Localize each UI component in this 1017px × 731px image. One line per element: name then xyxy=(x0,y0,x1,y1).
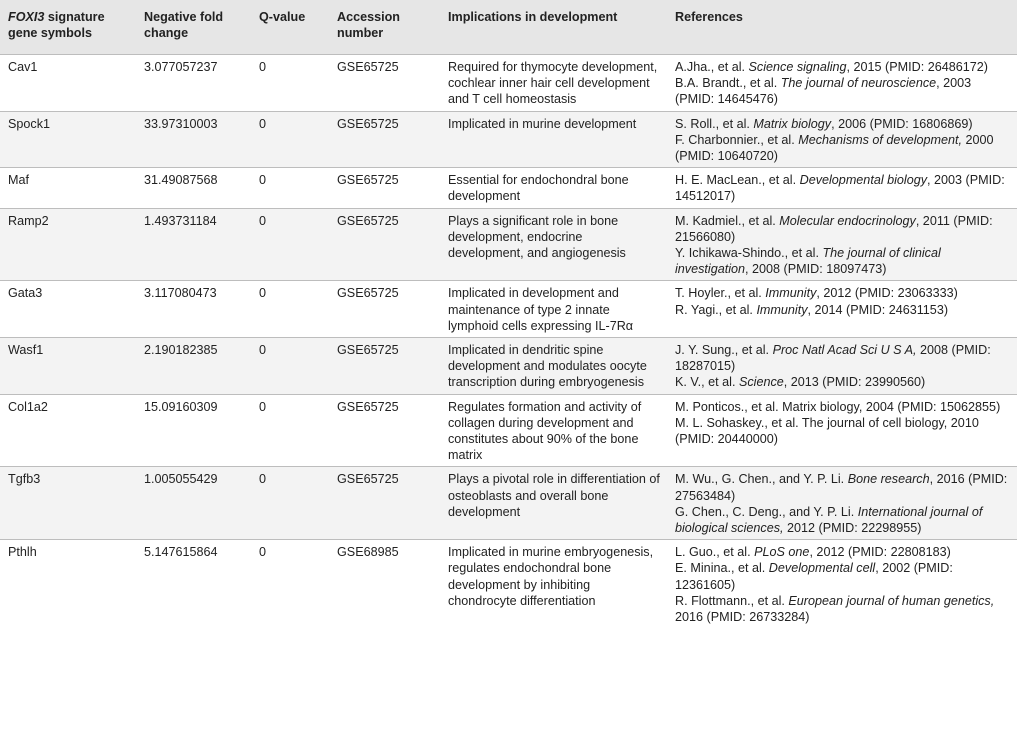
reference-journal: Proc Natl Acad Sci U S A, xyxy=(772,343,917,358)
reference-entry xyxy=(675,415,1011,447)
accession-cell: GSE65725 xyxy=(337,399,399,414)
reference-journal: Mechanisms of development, xyxy=(798,132,963,147)
table-row xyxy=(0,281,1017,338)
table-row xyxy=(0,394,1017,467)
q-value-cell: 0 xyxy=(259,116,267,131)
header-gene-rest: signature gene symbols xyxy=(8,10,105,41)
reference-authors: Y. Ichikawa-Shindo., et al. xyxy=(675,246,823,261)
header-accession: Accession number xyxy=(337,10,400,41)
table-row xyxy=(0,111,1017,168)
reference-entry xyxy=(675,132,1011,164)
reference-year-pmid: 2000 (PMID: 10640720) xyxy=(675,132,994,164)
reference-year-pmid: , 2015 (PMID: 26486172) xyxy=(846,60,988,74)
gene-cell: Ramp2 xyxy=(8,213,49,228)
fold-change-cell: 1.493731184 xyxy=(144,213,217,228)
reference-journal: Bone research xyxy=(847,472,930,487)
reference-journal: The journal of clinical investigation xyxy=(675,246,941,277)
reference-authors: L. Guo., et al. xyxy=(675,545,755,560)
q-value-cell: 0 xyxy=(259,472,267,487)
reference-journal: Developmental biology xyxy=(799,173,928,188)
table-row xyxy=(0,55,1017,112)
accession-cell: GSE65725 xyxy=(337,213,399,228)
references-cell xyxy=(667,281,1017,338)
reference-entry xyxy=(675,172,1011,204)
implications-cell: Implicated in development and maintenance of type 2 innate lymphoid cells expressing IL-7Rα xyxy=(448,286,634,333)
reference-year-pmid: , 2014 (PMID: 24631153) xyxy=(807,302,949,317)
reference-year-pmid: , 2006 (PMID: 16806869) xyxy=(831,116,973,131)
implications-cell: Plays a pivotal role in differentiation of osteoblasts and overall bone development xyxy=(448,472,660,519)
reference-entry xyxy=(675,75,1011,107)
table-row xyxy=(0,208,1017,281)
implications-cell: Required for thymocyte development, cochlear inner hair cell development and T cell homeostasis xyxy=(448,60,658,107)
gene-cell: Wasf1 xyxy=(8,343,44,358)
reference-year-pmid: , 2003 (PMID: 14512017) xyxy=(675,173,1005,204)
implications-cell: Essential for endochondral bone development xyxy=(448,173,629,204)
gene-cell: Col1a2 xyxy=(8,399,48,414)
reference-authors: R. Yagi., et al. xyxy=(675,302,757,317)
fold-change-cell: 3.117080473 xyxy=(144,286,217,301)
reference-year-pmid: , 2002 (PMID: 12361605) xyxy=(675,561,953,592)
header-fold-change: Negative fold change xyxy=(144,10,224,41)
fold-change-cell: 1.005055429 xyxy=(144,472,218,487)
fold-change-cell: 33.97310003 xyxy=(144,116,218,131)
reference-year-pmid: 2012 (PMID: 22298955) xyxy=(783,521,922,536)
q-value-cell: 0 xyxy=(259,545,267,560)
table-row xyxy=(0,338,1017,395)
reference-entry xyxy=(675,399,1011,415)
reference-authors: J. Y. Sung., et al. xyxy=(675,343,773,358)
references-cell xyxy=(667,394,1017,467)
reference-year-pmid: , 2011 (PMID: 21566080) xyxy=(675,213,993,244)
reference-journal: European journal of human genetics, xyxy=(788,593,995,608)
q-value-cell: 0 xyxy=(259,213,267,228)
fold-change-cell: 3.077057237 xyxy=(144,60,218,74)
fold-change-cell: 31.49087568 xyxy=(144,173,218,188)
header-gene-italic: FOXI3 xyxy=(8,10,45,24)
q-value-cell: 0 xyxy=(259,60,267,74)
reference-authors: F. Charbonnier., et al. xyxy=(675,132,799,147)
gene-cell: Pthlh xyxy=(8,545,37,560)
q-value-cell: 0 xyxy=(259,173,267,188)
reference-journal: International journal of biological sciences, xyxy=(675,504,983,536)
reference-journal: Immunity xyxy=(756,302,808,317)
references-cell xyxy=(667,168,1017,208)
references-cell xyxy=(667,208,1017,281)
gene-cell: Gata3 xyxy=(8,286,43,301)
reference-entry xyxy=(675,593,1011,625)
table-row xyxy=(0,467,1017,540)
reference-year-pmid: , 2012 (PMID: 22808183) xyxy=(809,545,951,560)
implications-cell: Regulates formation and activity of collagen during development and constitutes about 90% of the bone matrix xyxy=(448,399,642,463)
reference-entry xyxy=(675,245,1011,277)
fold-change-cell: 15.09160309 xyxy=(144,399,218,414)
reference-entry xyxy=(675,285,1011,301)
implications-cell: Implicated in murine development xyxy=(448,116,637,131)
reference-entry xyxy=(675,544,1011,560)
reference-authors: A.Jha., et al. xyxy=(675,60,749,74)
reference-authors: S. Roll., et al. xyxy=(675,116,754,131)
q-value-cell: 0 xyxy=(259,399,267,414)
gene-cell: Maf xyxy=(8,173,29,188)
reference-authors: M. Kadmiel., et al. xyxy=(675,213,780,228)
reference-entry xyxy=(675,302,1011,318)
reference-journal: Science xyxy=(738,375,784,390)
table-row xyxy=(0,540,1017,629)
reference-entry xyxy=(675,560,1011,592)
accession-cell: GSE65725 xyxy=(337,116,399,131)
gene-cell: Spock1 xyxy=(8,116,51,131)
table-body xyxy=(0,55,1017,629)
reference-journal: Immunity xyxy=(765,286,817,301)
accession-cell: GSE65725 xyxy=(337,286,399,301)
references-cell xyxy=(667,111,1017,168)
reference-authors: G. Chen., C. Deng., and Y. P. Li. xyxy=(675,504,858,519)
header-gene-symbols xyxy=(0,0,136,55)
references-cell xyxy=(667,540,1017,629)
reference-journal: Science signaling xyxy=(748,60,847,74)
reference-year-pmid: , 2012 (PMID: 23063333) xyxy=(816,286,958,301)
q-value-cell: 0 xyxy=(259,343,267,358)
gene-cell: Tgfb3 xyxy=(8,472,41,487)
header-implications: Implications in development xyxy=(448,10,618,24)
reference-authors: R. Flottmann., et al. xyxy=(675,593,789,608)
q-value-cell: 0 xyxy=(259,286,267,301)
reference-journal: PLoS one xyxy=(754,545,810,560)
reference-authors: K. V., et al. xyxy=(675,375,739,390)
reference-authors: M. Wu., G. Chen., and Y. P. Li. xyxy=(675,472,848,487)
reference-year-pmid: , 2003 (PMID: 14645476) xyxy=(675,76,972,107)
references-cell xyxy=(667,467,1017,540)
fold-change-cell: 2.190182385 xyxy=(144,343,218,358)
accession-cell: GSE65725 xyxy=(337,343,399,358)
references-cell xyxy=(667,55,1017,112)
header-row xyxy=(0,0,1017,55)
implications-cell: Plays a significant role in bone development, endocrine development, and angiogenesis xyxy=(448,213,626,261)
reference-journal: Molecular endocrinology xyxy=(779,213,916,228)
implications-cell: Implicated in dendritic spine development and modulates oocyte transcription during embryogenesis xyxy=(448,343,647,390)
fold-change-cell: 5.147615864 xyxy=(144,545,218,560)
accession-cell: GSE65725 xyxy=(337,173,399,188)
reference-authors: T. Hoyler., et al. xyxy=(675,286,766,301)
reference-journal: Matrix biology xyxy=(753,116,832,131)
reference-authors: B.A. Brandt., et al. xyxy=(675,76,781,91)
reference-entry xyxy=(675,342,1011,374)
reference-authors: M. Ponticos., et al. Matrix biology, 2004 (PMID: 15062855) xyxy=(675,399,1001,414)
accession-cell: GSE65725 xyxy=(337,472,399,487)
reference-entry xyxy=(675,471,1011,503)
reference-entry xyxy=(675,116,1011,132)
accession-cell: GSE65725 xyxy=(337,60,399,74)
reference-year-pmid: 2008 (PMID: 18287015) xyxy=(675,343,991,374)
reference-year-pmid: 2016 (PMID: 26733284) xyxy=(675,610,810,625)
reference-journal: The journal of neuroscience xyxy=(780,76,937,91)
table-row xyxy=(0,168,1017,208)
gene-cell: Cav1 xyxy=(8,60,38,74)
reference-year-pmid: , 2016 (PMID: 27563484) xyxy=(675,472,1008,503)
reference-entry xyxy=(675,59,1011,75)
reference-authors: H. E. MacLean., et al. xyxy=(675,173,800,188)
references-cell xyxy=(667,338,1017,395)
reference-year-pmid: , 2008 (PMID: 18097473) xyxy=(745,262,887,277)
reference-authors: M. L. Sohaskey., et al. The journal of cell biology, 2010 (PMID: 20440000) xyxy=(675,415,979,447)
accession-cell: GSE68985 xyxy=(337,545,399,560)
reference-entry xyxy=(675,374,1011,390)
implications-cell: Implicated in murine embryogenesis, regulates endochondral bone development by inhibiting chondrocyte differentiation xyxy=(448,545,654,608)
reference-year-pmid: , 2013 (PMID: 23990560) xyxy=(783,375,926,390)
header-q-value: Q-value xyxy=(259,10,306,24)
reference-journal: Developmental cell xyxy=(768,561,876,576)
reference-authors: E. Minina., et al. xyxy=(675,561,769,576)
header-references: References xyxy=(675,10,743,24)
reference-entry xyxy=(675,504,1011,536)
reference-entry xyxy=(675,213,1011,245)
